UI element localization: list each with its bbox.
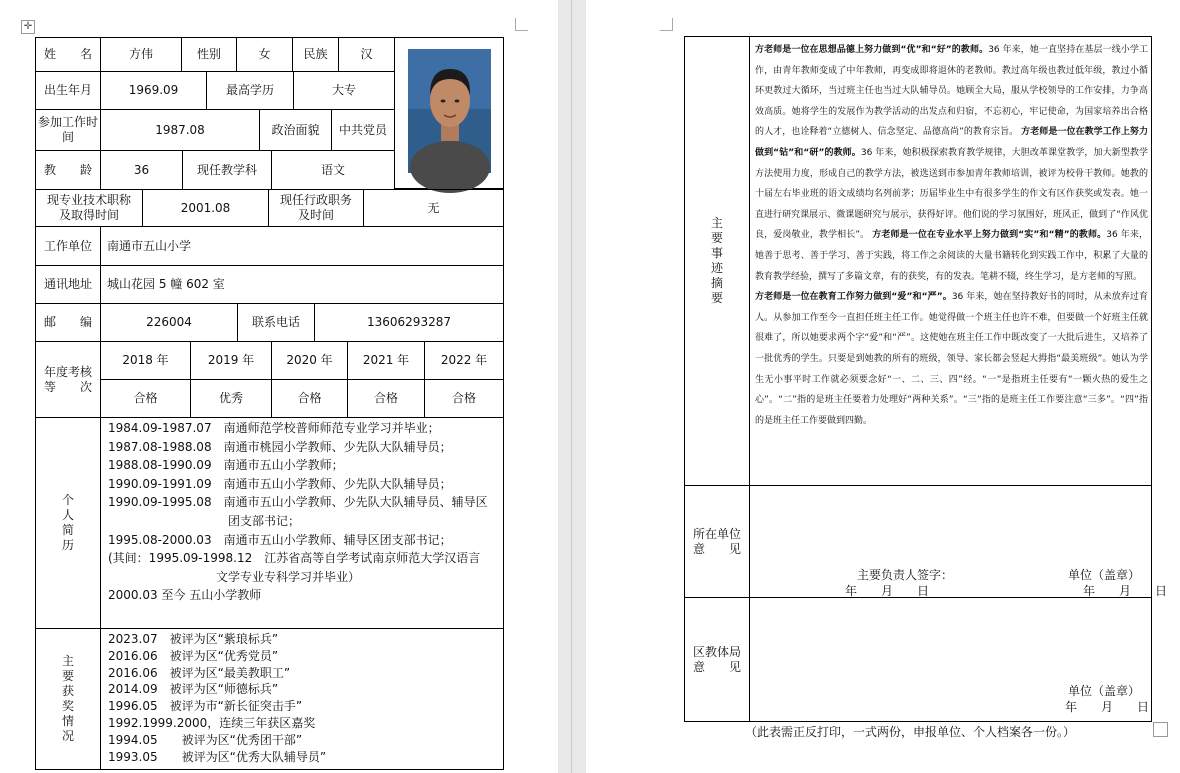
subject-label: 现任教学科	[182, 150, 272, 190]
sign-date: 年 月 日	[845, 584, 930, 598]
award-line: 2016.06 被评为区“优秀党员”	[108, 648, 279, 663]
portrait-photo	[408, 49, 491, 173]
bureau-seal-text: 单位（盖章）	[1068, 684, 1141, 698]
page-gutter	[558, 0, 586, 773]
work-start-value[interactable]: 1987.08	[100, 109, 260, 151]
gender-value[interactable]: 女	[236, 37, 293, 72]
crop-mark-icon	[515, 18, 528, 31]
deed-body: 36 年来，她在坚持教好书的同时，从未放弃过育人。从参加工作至今一直担任班主任工作。她觉得做一个班主任也许不难，但要做一个好班主任就很难了，所以她要求两个字“爱”和“严”。这使她在班主任工作中既改变了一大批后进生，又培养了一批优秀的学生。只要是到她教的所有的班级，领导、家长都会竖起大拇指“最美班级”。她认为学生无小事平时工作就必须要念好“一、二、三、四”经。“一”是指班主任要有“一颗火热的爱生之心”。“二”指的是班主任要着力处理好“两种关系”。“三”指的是班主任工作要注意“三多”。“四”指的是班主任工作要做到四勤。	[755, 292, 1148, 426]
bureau-date: 年 月 日	[1065, 700, 1150, 714]
awards-list	[108, 631, 326, 765]
deed-heading: 方老师是一位在教学工作上努力做到“钻”和“研”的教师。	[755, 127, 1148, 158]
deed-body: 36 年来，她一直坚持在基层一线小学工作，由青年教师变成了中年教师，再变成即将退休的老教师。教过高年级也教过低年级，教过小循环更教过大循环，当过班主任也当过大队辅导员。她顾全大局，服从学校领导的工作安排，力争高效高质。她将学生的发展作为教学活动的出发点和归宿，不忘初心，牢记使命，为国家培养出合格的人才，也诠释着“立德树人、信念坚定、品德高尚”的教育宗旨。	[755, 45, 1148, 138]
admin-value[interactable]: 无	[363, 189, 504, 227]
ethnic-label: 民族	[292, 37, 339, 72]
eval-year: 2018 年	[100, 341, 191, 380]
name-value[interactable]: 方伟	[100, 37, 182, 72]
award-line: 1996.05 被评为市“新长征突击手”	[108, 699, 303, 714]
resume-line: 1984.09-1987.07 南通师范学校普师师范专业学习并毕业；	[108, 421, 440, 435]
resume-line: 1990.09-1991.09 南通市五山小学教师、少先队大队辅导员；	[108, 476, 452, 491]
eval-year: 2022 年	[424, 341, 504, 380]
award-line: 2023.07 被评为区“紫琅标兵”	[108, 632, 279, 646]
edu-label: 最高学历	[206, 71, 294, 110]
phone-value[interactable]: 13606293287	[314, 303, 504, 342]
unit-opinion-label: 所在单位意 见	[684, 485, 750, 598]
teach-age-label: 教 龄	[35, 150, 101, 190]
seal-text: 单位（盖章）	[1068, 568, 1141, 582]
eval-year: 2021 年	[347, 341, 425, 380]
deeds-text	[755, 40, 1148, 431]
subject-value[interactable]: 语文	[271, 150, 395, 190]
award-line: 2014.09 被评为区“师德标兵”	[108, 682, 279, 697]
deed-heading: 方老师是一位在思想品德上努力做到“优”和“好”的教师。	[755, 45, 989, 55]
resume-line: 团支部书记；	[108, 513, 301, 528]
eval-result[interactable]: 合格	[424, 379, 504, 418]
eval-result[interactable]: 合格	[271, 379, 348, 418]
eval-year: 2020 年	[271, 341, 348, 380]
end-marker-icon	[1153, 722, 1168, 737]
resume-line: 2000.03 至今 五山小学教师	[108, 588, 262, 603]
address-value[interactable]: 城山花园 5 幢 602 室	[100, 265, 504, 304]
gender-label: 性别	[181, 37, 237, 72]
title-value[interactable]: 2001.08	[142, 189, 269, 227]
zip-value[interactable]: 226004	[100, 303, 238, 342]
table-move-handle-icon[interactable]: ✛	[21, 20, 35, 34]
edu-value[interactable]: 大专	[293, 71, 395, 110]
resume-line: (其间：1995.09-1998.12 江苏省高等自学考试南京师范大学汉语言	[108, 551, 481, 566]
resume-line: 1990.09-1995.08 南通市五山小学教师、少先队大队辅导员、辅导区	[108, 495, 488, 510]
eval-result[interactable]: 合格	[100, 379, 191, 418]
deeds-label: 主 要 事 迹 摘 要	[684, 36, 750, 486]
resume-list	[108, 419, 488, 605]
awards-label: 主 要 获 奖 情 况	[35, 628, 101, 770]
politics-label: 政治面貌	[259, 109, 332, 151]
resume-label: 个 人 简 历	[35, 417, 101, 629]
deed-heading: 方老师是一位在专业水平上努力做到“实”和“精”的教师。	[872, 230, 1107, 241]
politics-value[interactable]: 中共党员	[331, 109, 395, 151]
deed-heading: 方老师是一位在教育工作努力做到“爱”和“严”。	[755, 292, 952, 303]
zip-label: 邮 编	[35, 303, 101, 342]
bureau-opinion-label: 区教体局意 见	[684, 597, 750, 722]
award-line: 1993.05 被评为区“优秀大队辅导员”	[108, 749, 327, 764]
admin-label: 现任行政职务及时间	[268, 189, 364, 227]
resume-line: 1988.08-1990.09 南通市五山小学教师；	[108, 458, 344, 473]
eval-result[interactable]: 合格	[347, 379, 425, 418]
award-line: 2016.06 被评为区“最美教职工”	[108, 665, 291, 680]
eval-year: 2019 年	[190, 341, 272, 380]
teach-age-value[interactable]: 36	[100, 150, 183, 190]
seal-date: 年 月 日	[1083, 584, 1168, 598]
unit-label: 工作单位	[35, 226, 101, 266]
birth-label: 出生年月	[35, 71, 101, 110]
name-label: 姓 名	[35, 37, 101, 72]
work-start-label: 参加工作时 间	[35, 109, 101, 151]
sign-text: 主要负责人签字：	[857, 568, 954, 582]
footer-note: （此表需正反打印，一式两份，申报单位、个人档案各一份。）	[745, 725, 1076, 739]
eval-result[interactable]: 优秀	[190, 379, 272, 418]
page-divider	[571, 0, 572, 773]
deed-body: 36 年来，她善于思考、善于学习、善于实践，将工作之余阅读的大量书籍转化到实践工作中，积累了大量的教育教学经验，撰写了多篇文章，有的获奖，有的发表。笔耕不辍，终生学习，是方老师的写照。	[755, 230, 1148, 282]
phone-label: 联系电话	[237, 303, 315, 342]
resume-line: 文学专业专科学习并毕业）	[108, 569, 361, 584]
crop-mark-icon	[660, 18, 673, 31]
resume-line: 1995.08-2000.03 南通市五山小学教师、辅导区团支部书记；	[108, 532, 452, 547]
resume-line: 1987.08-1988.08 南通市桃园小学教师、少先队大队辅导员；	[108, 439, 452, 454]
award-line: 1994.05 被评为区“优秀团干部”	[108, 732, 303, 747]
award-line: 1992.1999.2000，连续三年获区嘉奖	[108, 715, 316, 730]
unit-value[interactable]: 南通市五山小学	[100, 226, 504, 266]
birth-value[interactable]: 1969.09	[100, 71, 207, 110]
ethnic-value[interactable]: 汉	[338, 37, 395, 72]
deed-body: 36 年来，她积极探索教育教学规律，大胆改革课堂教学，加大新型教学方法使用力度，形成自己的教学方法，被选送到市参加青年教师培训，被评为校骨干教师。她教的十届左右毕业班的语文成绩均名列前茅；历届毕业生中有很多学生的作文有区作获奖或发表。她一直进行研究课展示、微课题研究与展示，获得好评。他们说的学习氛围好，班风正，做到了“作风优良，爱岗敬业，教学相长”。	[755, 147, 1148, 241]
eval-label: 年度考核等 次	[35, 341, 101, 418]
address-label: 通讯地址	[35, 265, 101, 304]
title-label: 现专业技术职称及取得时间	[35, 189, 143, 227]
